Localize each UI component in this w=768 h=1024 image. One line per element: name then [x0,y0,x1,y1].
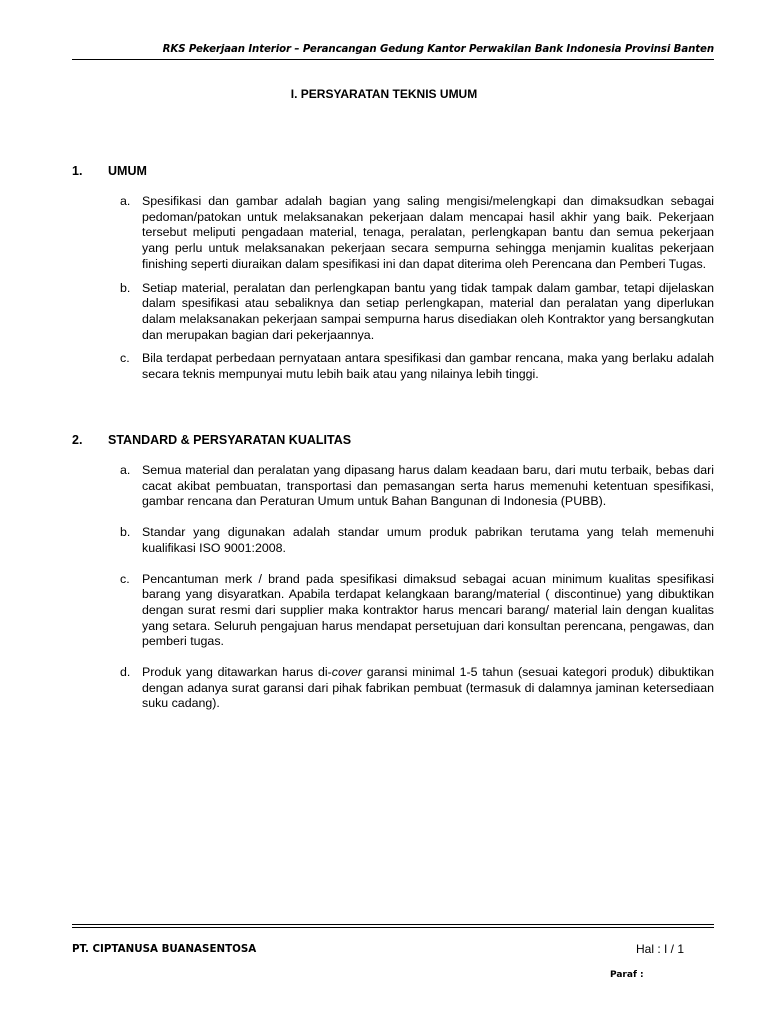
item-text: Pencantuman merk / brand pada spesifikasi dimaksud sebagai acuan minimum kualitas spesifikasi barang yang disyaratkan. Apabila terdapat kelangkaan barang/material ( discontinue) yang dibuktikan dengan surat resmi dari supplier maka kontraktor harus mencari barang/ material lain dengan kualitas yang setara. Seluruh pengajuan harus mendapat persetujuan dari konsultan perencana, pengawas, dan pemberi tugas. [142,571,714,649]
list-item [120,525,714,556]
list-item [120,572,714,651]
item-text-italic: cover [331,665,363,680]
item-text-after: garansi minimal 1-5 tahun (sesuai kategori produk) dibuktikan dengan adanya surat garansi dari pihak fabrikan pembuat (termasuk di dalamnya jaminan ketersediaan suku cadang). [142,665,714,711]
section-number: 1. [72,164,83,178]
list-item [120,194,714,273]
section-umum [72,164,714,383]
list-item [120,281,714,344]
list-item [120,463,714,510]
page-number: Hal : I / 1 [636,942,685,956]
list-item [120,665,714,712]
list-item [120,351,714,382]
section-number: 2. [72,433,83,447]
item-marker: b. [120,525,131,540]
item-text-before: Produk yang ditawarkan harus di- [142,665,332,680]
section-title: UMUM [108,164,147,178]
header-rule [72,59,714,60]
item-marker: c. [120,571,130,586]
section-heading [72,433,714,451]
footer-rule [72,924,714,925]
item-marker: a. [120,194,131,208]
section-title: STANDARD & PERSYARATAN KUALITAS [108,433,352,447]
paraf-label: Paraf : [610,970,644,980]
item-text: Spesifikasi dan gambar adalah bagian yang saling mengisi/melengkapi dan dimaksudkan sebagai pedoman/patokan untuk melaksanakan pekerjaan dalam mencapai hasil akhir yang baik. Pekerjaan tersebut meliputi pengadaan material, tenaga, peralatan, perlengkapan bantu dan semua pekerjaan yang perlu untuk melaksanakan pekerjaan secara sempurna sehingga menjamin kualitas pekerjaan finishing seperti diuraikan dalam spesifikasi ini dan dapat diterima oleh Perencana dan Pemberi Tugas. [142,194,714,271]
item-marker: c. [120,351,130,366]
item-marker: b. [120,280,131,295]
section-standard [72,433,714,712]
document-title: I. PERSYARATAN TEKNIS UMUM [290,87,478,101]
item-text: Bila terdapat perbedaan pernyataan antara spesifikasi dan gambar rencana, maka yang berlaku adalah secara teknis mempunyai mutu lebih baik atau yang nilainya lebih tinggi. [142,351,714,382]
item-marker: a. [120,463,131,477]
item-text: Setiap material, peralatan dan perlengkapan bantu yang tidak tampak dalam gambar, tetapi dijelaskan dalam spesifikasi atau sebaliknya dan setiap perlengkapan, material dan peralatan yang diperlukan dalam melaksanakan pekerjaan sampai sempurna harus disediakan oleh Kontraktor yang bersangkutan dan merupakan bagian dari pekerjaannya. [142,280,714,342]
item-marker: d. [120,665,131,680]
running-header: RKS Pekerjaan Interior – Perancangan Gedung Kantor Perwakilan Bank Indonesia Provinsi Banten [162,44,714,55]
item-text: Semua material dan peralatan yang dipasang harus dalam keadaan baru, dari mutu terbaik, bebas dari cacat akibat pembuatan, transportasi dan pemasangan serta harus memenuhi ketentuan spesifikasi, gambar rencana dan Peraturan Umum untuk Bahan Bangunan di Indonesia (PUBB). [142,463,714,509]
footer-rule [72,927,714,928]
section-heading [72,164,714,182]
item-text: Standar yang digunakan adalah standar umum produk pabrikan terutama yang telah memenuhi kualifikasi ISO 9001:2008. [142,525,714,555]
company-name: PT. CIPTANUSA BUANASENTOSA [72,943,257,955]
